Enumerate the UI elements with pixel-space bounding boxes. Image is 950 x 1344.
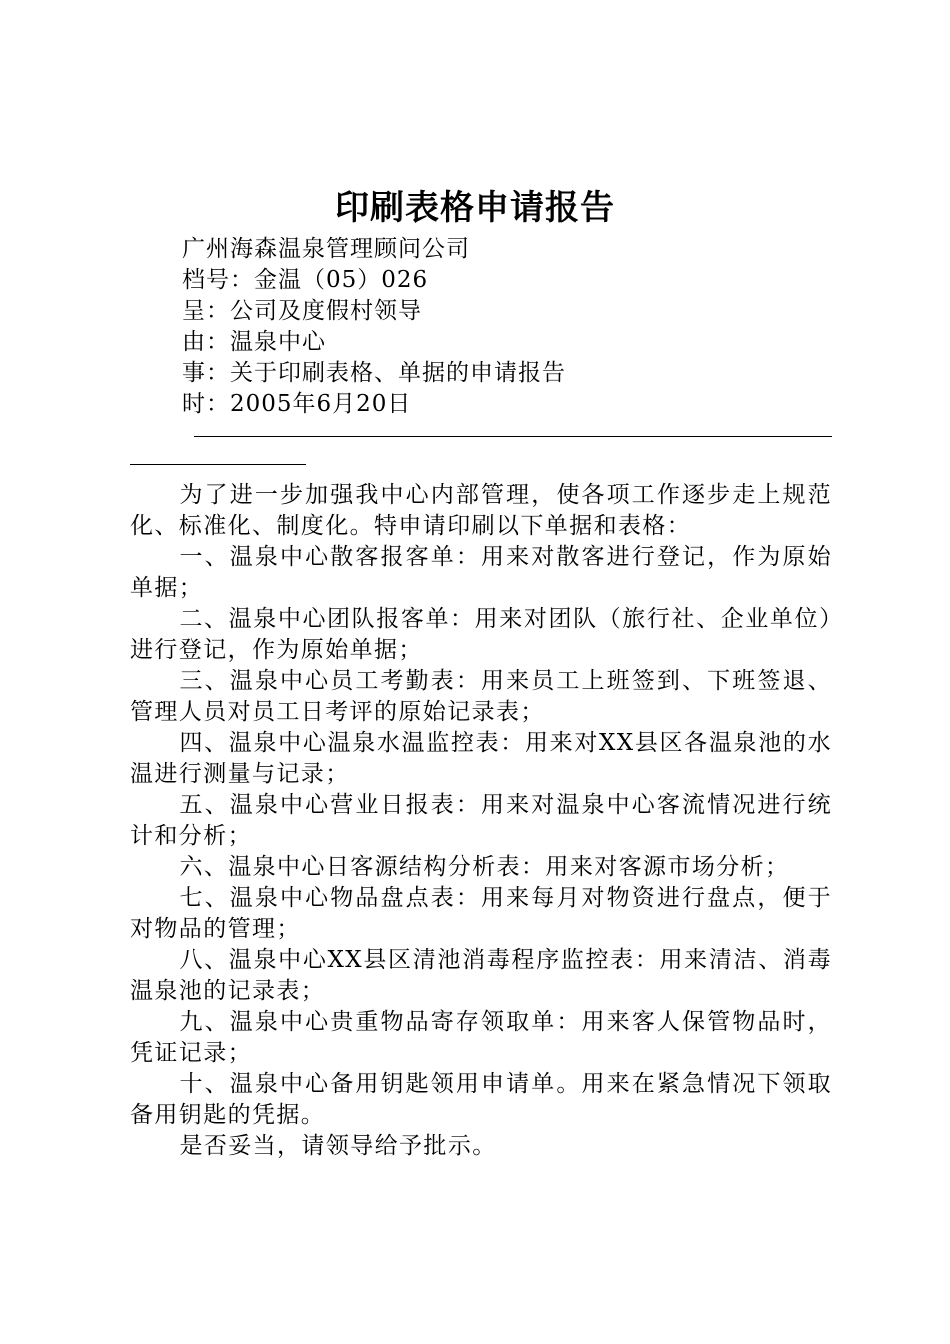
list-item: 十、温泉中心备用钥匙领用申请单。用来在紧急情况下领取备用钥匙的凭据。 xyxy=(130,1071,832,1128)
list-item: 一、温泉中心散客报客单：用来对散客进行登记，作为原始单据； xyxy=(130,544,832,601)
separator-rule xyxy=(130,428,832,474)
closing-paragraph: 是否妥当，请领导给予批示。 xyxy=(179,1133,497,1159)
list-item: 八、温泉中心XX县区清池消毒程序监控表：用来清洁、消毒温泉池的记录表； xyxy=(130,947,832,1004)
recipient-line: 呈：公司及度假村领导 xyxy=(182,298,422,324)
document-title: 印刷表格申请报告 xyxy=(335,188,615,228)
company-name: 广州海森温泉管理顾问公司 xyxy=(182,236,470,262)
date-line: 时：2005年6月20日 xyxy=(182,391,412,417)
document-body xyxy=(130,480,832,1162)
separator-line-2 xyxy=(130,464,306,465)
list-item: 二、温泉中心团队报客单：用来对团队（旅行社、企业单位）进行登记，作为原始单据； xyxy=(130,606,832,663)
file-number: 档号：金温（05）026 xyxy=(182,267,429,293)
list-item: 三、温泉中心员工考勤表：用来员工上班签到、下班签退、管理人员对员工日考评的原始记录表； xyxy=(130,668,832,725)
memo-header xyxy=(182,234,862,420)
list-item: 九、温泉中心贵重物品寄存领取单：用来客人保管物品时，凭证记录； xyxy=(130,1009,832,1066)
sender-line: 由：温泉中心 xyxy=(182,329,326,355)
list-item: 四、温泉中心温泉水温监控表：用来对XX县区各温泉池的水温进行测量与记录； xyxy=(130,730,832,787)
subject-line: 事：关于印刷表格、单据的申请报告 xyxy=(182,360,566,386)
intro-paragraph: 为了进一步加强我中心内部管理，使各项工作逐步走上规范化、标准化、制度化。特申请印刷以下单据和表格： xyxy=(130,482,832,539)
separator-line-1 xyxy=(194,436,832,437)
list-item: 六、温泉中心日客源结构分析表：用来对客源市场分析； xyxy=(179,854,790,880)
list-item: 五、温泉中心营业日报表：用来对温泉中心客流情况进行统计和分析； xyxy=(130,792,832,849)
list-item: 七、温泉中心物品盘点表：用来每月对物资进行盘点，便于对物品的管理； xyxy=(130,885,832,942)
